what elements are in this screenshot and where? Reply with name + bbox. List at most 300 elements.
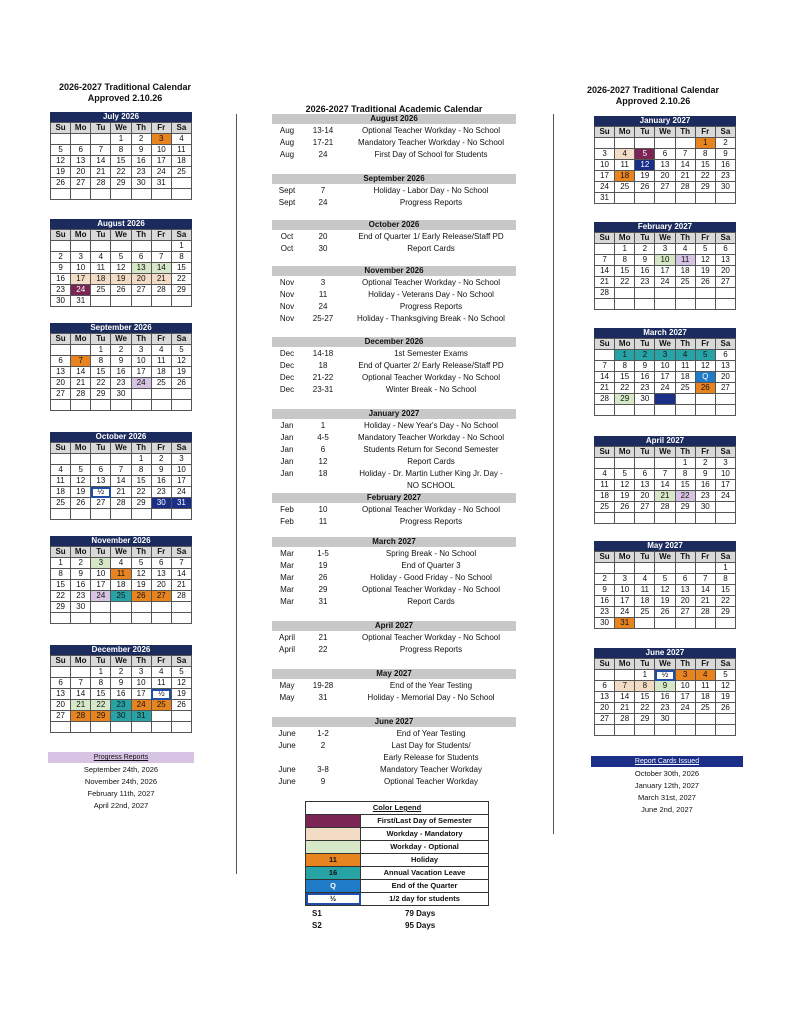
day-cell: 3 (675, 670, 695, 681)
day-cell (595, 670, 615, 681)
day-cell: 12 (615, 480, 635, 491)
day-cell: 5 (71, 465, 91, 476)
day-cell (91, 189, 111, 200)
day-cell: 6 (595, 681, 615, 692)
event-text: Optional Teacher Workday - No School (362, 585, 500, 594)
event-text: End of the Year Testing (389, 681, 473, 690)
day-cell (635, 725, 655, 736)
weekday-header: Fr (151, 547, 171, 558)
weekday-header: Mo (71, 443, 91, 454)
day-cell: 11 (91, 263, 111, 274)
weekday-header: Mo (615, 447, 635, 458)
day-cell: 18 (615, 171, 635, 182)
day-cell (51, 241, 71, 252)
day-cell (171, 178, 191, 189)
event-text: Mandatory Teacher Workday - No School (358, 138, 504, 147)
day-cell: 20 (715, 266, 735, 277)
day-cell (655, 513, 675, 524)
event-text: Winter Break - No School (385, 385, 477, 394)
weekday-header: Sa (715, 447, 735, 458)
day-cell: 10 (615, 585, 635, 596)
event-text: Holiday - Thanksgiving Break - No School (357, 314, 505, 323)
day-cell: 3 (715, 458, 735, 469)
day-cell: 22 (91, 700, 111, 711)
weekday-header: We (655, 339, 675, 350)
day-cell (151, 722, 171, 733)
day-cell: 9 (111, 678, 131, 689)
day-cell: 27 (91, 498, 111, 509)
weekday-header: Th (131, 547, 151, 558)
day-cell: 16 (695, 480, 715, 491)
month-calendar (594, 116, 736, 204)
event-section-header: August 2026 (272, 114, 516, 124)
day-cell: 20 (51, 378, 71, 389)
day-cell: 28 (675, 182, 695, 193)
event-month: Sept (278, 198, 296, 207)
left-divider (236, 114, 237, 874)
event-text: Optional Teacher Workday - No School (362, 633, 500, 642)
day-cell: 16 (655, 692, 675, 703)
event-days: 13-14 (312, 126, 334, 135)
event-row (272, 231, 518, 243)
month-calendar (50, 645, 192, 733)
report-card-date: January 12th, 2027 (634, 781, 700, 790)
month-calendar (50, 219, 192, 307)
day-cell: 24 (715, 491, 735, 502)
day-cell: 13 (675, 585, 695, 596)
day-cell (91, 454, 111, 465)
semester-2-days: 95 Days (405, 921, 436, 930)
event-text: End of Quarter 3 (401, 561, 461, 570)
weekday-header: Th (675, 447, 695, 458)
weekday-header: We (655, 552, 675, 563)
weekday-header: Tu (635, 127, 655, 138)
event-month: Oct (280, 244, 294, 253)
day-cell (131, 189, 151, 200)
day-cell: 12 (695, 361, 715, 372)
day-cell (171, 613, 191, 624)
day-cell: 25 (595, 502, 615, 513)
weekday-header: Fr (151, 443, 171, 454)
day-cell: 4 (111, 558, 131, 569)
day-cell: 29 (111, 178, 131, 189)
day-cell: 8 (91, 678, 111, 689)
day-cell: 12 (171, 678, 191, 689)
day-cell (111, 241, 131, 252)
event-text: Progress Reports (399, 302, 463, 311)
event-section-header: April 2027 (272, 621, 516, 631)
day-cell: 10 (131, 678, 151, 689)
event-month: Dec (279, 349, 295, 358)
day-cell: 1 (695, 138, 715, 149)
day-cell: 25 (111, 591, 131, 602)
event-month: Aug (279, 150, 295, 159)
day-cell: 15 (615, 266, 635, 277)
weekday-header: Su (595, 659, 615, 670)
event-row (272, 432, 518, 444)
center-title: 2026-2027 Traditional Academic Calendar (305, 104, 483, 114)
weekday-header: Fr (695, 233, 715, 244)
event-section-header: March 2027 (272, 537, 516, 547)
day-cell: 6 (715, 244, 735, 255)
event-row (272, 548, 518, 560)
day-cell (131, 722, 151, 733)
day-cell: 18 (171, 156, 191, 167)
weekday-header: We (111, 656, 131, 667)
day-cell: 6 (71, 145, 91, 156)
day-cell (695, 563, 715, 574)
day-cell: 13 (655, 160, 675, 171)
day-cell (111, 400, 131, 411)
day-cell (151, 400, 171, 411)
day-cell: 20 (655, 171, 675, 182)
event-row (272, 313, 518, 325)
day-cell (675, 138, 695, 149)
day-cell: 8 (171, 252, 191, 263)
day-cell: 15 (675, 480, 695, 491)
weekday-header: Sa (171, 230, 191, 241)
day-cell: 10 (655, 255, 675, 266)
day-cell (675, 394, 695, 405)
weekday-header: Mo (615, 659, 635, 670)
day-cell: 4 (51, 465, 71, 476)
day-cell (675, 725, 695, 736)
report-card-date: June 2nd, 2027 (641, 805, 693, 814)
day-cell: 11 (51, 476, 71, 487)
day-cell (71, 454, 91, 465)
event-text: Progress Reports (399, 517, 463, 526)
day-cell (715, 405, 735, 416)
day-cell: 27 (675, 607, 695, 618)
day-cell: 10 (151, 145, 171, 156)
month-title: July 2026 (50, 112, 192, 122)
day-cell: 12 (171, 356, 191, 367)
day-cell (595, 725, 615, 736)
day-cell: 1 (675, 458, 695, 469)
day-cell: 7 (151, 252, 171, 263)
weekday-header: Mo (71, 334, 91, 345)
day-cell (655, 405, 675, 416)
day-cell (91, 722, 111, 733)
day-cell (171, 602, 191, 613)
day-cell: 4 (675, 350, 695, 361)
day-cell: 16 (635, 372, 655, 383)
day-cell: 24 (675, 703, 695, 714)
day-cell (675, 513, 695, 524)
day-cell (595, 513, 615, 524)
day-cell: 5 (655, 574, 675, 585)
event-days: 3-8 (317, 765, 329, 774)
day-cell: 16 (111, 689, 131, 700)
weekday-header: Th (131, 123, 151, 134)
day-cell: 4 (595, 469, 615, 480)
day-cell (111, 722, 131, 733)
event-text: Report Cards (407, 597, 455, 606)
day-cell: 7 (91, 145, 111, 156)
day-cell: 6 (715, 350, 735, 361)
day-cell: 20 (151, 580, 171, 591)
event-row (272, 516, 518, 528)
day-cell: 24 (171, 487, 191, 498)
day-cell: 16 (131, 156, 151, 167)
day-cell: 15 (635, 692, 655, 703)
day-cell: 7 (695, 574, 715, 585)
day-cell: 25 (635, 607, 655, 618)
day-cell (51, 667, 71, 678)
day-cell: 21 (71, 700, 91, 711)
day-cell: 24 (131, 700, 151, 711)
weekday-header: Th (675, 127, 695, 138)
day-cell: 1 (111, 134, 131, 145)
day-cell: 31 (131, 711, 151, 722)
legend-row (306, 893, 488, 905)
event-days: 24 (318, 198, 328, 207)
day-cell: 20 (635, 491, 655, 502)
day-cell: 27 (51, 711, 71, 722)
day-cell (91, 602, 111, 613)
day-cell: 17 (615, 596, 635, 607)
day-cell (715, 714, 735, 725)
day-cell: 30 (111, 711, 131, 722)
day-cell (655, 193, 675, 204)
event-text: NO SCHOOL (406, 481, 455, 490)
day-cell: 20 (715, 372, 735, 383)
event-row (272, 197, 518, 209)
day-cell: 11 (695, 681, 715, 692)
event-text: Report Cards (407, 457, 455, 466)
day-cell (91, 296, 111, 307)
event-row (272, 125, 518, 137)
event-days: 11 (318, 517, 328, 526)
day-cell: 11 (151, 356, 171, 367)
event-text: Holiday - New Year's Day - No School (363, 421, 499, 430)
weekday-header: Tu (91, 334, 111, 345)
day-cell (615, 725, 635, 736)
day-cell (151, 509, 171, 520)
weekday-header: We (111, 547, 131, 558)
day-cell (695, 725, 715, 736)
day-cell: 7 (111, 465, 131, 476)
weekday-header: Su (51, 123, 71, 134)
event-month: Jan (280, 469, 294, 478)
day-cell (635, 405, 655, 416)
day-cell (91, 509, 111, 520)
day-cell: 21 (655, 491, 675, 502)
day-cell: 25 (151, 378, 171, 389)
event-month: Feb (280, 517, 294, 526)
event-row (272, 584, 518, 596)
day-cell: 10 (91, 569, 111, 580)
day-cell (51, 345, 71, 356)
weekday-header: Su (595, 233, 615, 244)
weekday-header: Tu (635, 659, 655, 670)
day-cell (595, 299, 615, 310)
day-cell (131, 241, 151, 252)
day-cell: 12 (715, 681, 735, 692)
weekday-header: Mo (615, 127, 635, 138)
day-cell: 14 (655, 480, 675, 491)
day-cell: 17 (151, 156, 171, 167)
day-cell: 7 (615, 681, 635, 692)
day-cell: 11 (675, 361, 695, 372)
legend-label: End of the Quarter (391, 881, 458, 890)
day-cell (635, 618, 655, 629)
day-cell (675, 714, 695, 725)
day-cell: 10 (675, 681, 695, 692)
day-cell: 1 (615, 244, 635, 255)
day-cell: 7 (71, 678, 91, 689)
event-days: 17-21 (312, 138, 334, 147)
event-text: End of Quarter 2/ Early Release/Staff PD (358, 361, 504, 370)
day-cell: 17 (131, 689, 151, 700)
day-cell (111, 509, 131, 520)
day-cell: 24 (71, 285, 91, 296)
event-text: Mandatory Teacher Workday (380, 765, 482, 774)
day-cell (151, 296, 171, 307)
weekday-header: Su (51, 230, 71, 241)
day-cell (655, 299, 675, 310)
day-cell: 19 (51, 167, 71, 178)
event-text: Mandatory Teacher Workday - No School (358, 433, 504, 442)
legend-swatch (306, 815, 361, 827)
day-cell (51, 509, 71, 520)
weekday-header: Su (595, 447, 615, 458)
day-cell: 5 (171, 667, 191, 678)
event-month: Aug (279, 138, 295, 147)
weekday-header: Sa (715, 233, 735, 244)
day-cell: 8 (675, 469, 695, 480)
day-cell (171, 722, 191, 733)
weekday-header: Su (51, 334, 71, 345)
day-cell: 28 (595, 394, 615, 405)
day-cell (615, 563, 635, 574)
day-cell: 10 (131, 356, 151, 367)
day-cell: 2 (595, 574, 615, 585)
day-cell: 23 (655, 703, 675, 714)
weekday-header: Th (131, 230, 151, 241)
day-cell: 9 (655, 681, 675, 692)
day-cell: 3 (131, 667, 151, 678)
day-cell: 28 (615, 714, 635, 725)
day-cell (595, 244, 615, 255)
event-days: 24 (318, 150, 328, 159)
day-cell: 16 (635, 266, 655, 277)
day-cell (635, 513, 655, 524)
day-cell: 4 (695, 670, 715, 681)
event-days: 31 (318, 597, 328, 606)
event-text: Progress Reports (399, 645, 463, 654)
day-cell: 28 (151, 285, 171, 296)
day-cell: 17 (675, 692, 695, 703)
day-cell: 13 (91, 476, 111, 487)
day-cell (675, 193, 695, 204)
day-cell: 17 (91, 580, 111, 591)
month-title: March 2027 (594, 328, 736, 338)
day-cell: 11 (635, 585, 655, 596)
event-days: 9 (320, 777, 326, 786)
day-cell: 14 (595, 372, 615, 383)
day-cell: 9 (595, 585, 615, 596)
day-cell (635, 138, 655, 149)
day-cell: 28 (71, 389, 91, 400)
event-days: 26 (318, 573, 328, 582)
day-cell: 9 (51, 263, 71, 274)
event-month: Mar (280, 549, 294, 558)
month-title: January 2027 (594, 116, 736, 126)
day-cell: 17 (171, 476, 191, 487)
event-days: 31 (318, 693, 328, 702)
day-cell: 10 (71, 263, 91, 274)
day-cell: 27 (595, 714, 615, 725)
day-cell: 21 (675, 171, 695, 182)
day-cell: 15 (91, 689, 111, 700)
day-cell: 5 (715, 670, 735, 681)
day-cell: 29 (91, 711, 111, 722)
event-text: Optional Teacher Workday - No School (362, 126, 500, 135)
day-cell: 29 (695, 182, 715, 193)
day-cell (615, 288, 635, 299)
day-cell: 2 (695, 458, 715, 469)
day-cell: 29 (91, 389, 111, 400)
semester-2-name: S2 (312, 921, 322, 930)
day-cell: 26 (615, 502, 635, 513)
day-cell: 30 (715, 182, 735, 193)
day-cell: 1 (635, 670, 655, 681)
event-days: 10 (318, 505, 328, 514)
day-cell (71, 134, 91, 145)
event-month: Jan (280, 445, 294, 454)
day-cell: 6 (675, 574, 695, 585)
event-text: End of Year Testing (396, 729, 466, 738)
weekday-header: Tu (91, 656, 111, 667)
day-cell: 9 (635, 255, 655, 266)
day-cell: 2 (635, 244, 655, 255)
legend-swatch: 11 (306, 854, 361, 866)
day-cell: 25 (675, 277, 695, 288)
day-cell: 11 (171, 145, 191, 156)
weekday-header: Fr (151, 334, 171, 345)
day-cell (171, 400, 191, 411)
day-cell: 4 (615, 149, 635, 160)
day-cell (131, 296, 151, 307)
day-cell (91, 613, 111, 624)
semester-1-name: S1 (312, 909, 322, 918)
day-cell: 13 (131, 263, 151, 274)
weekday-header: Sa (171, 547, 191, 558)
day-cell: 28 (71, 711, 91, 722)
day-cell (635, 288, 655, 299)
day-cell: 17 (131, 367, 151, 378)
day-cell: 23 (635, 277, 655, 288)
day-cell: 21 (151, 274, 171, 285)
day-cell: 19 (695, 266, 715, 277)
day-cell: 9 (635, 361, 655, 372)
semester-1-days: 79 Days (405, 909, 436, 918)
day-cell: 26 (111, 285, 131, 296)
right-title-text: 2026-2027 Traditional Calendar Approved 2.10.26 (586, 85, 720, 106)
day-cell: 25 (51, 498, 71, 509)
day-cell: 19 (111, 274, 131, 285)
day-cell: 21 (595, 277, 615, 288)
day-cell: 7 (655, 469, 675, 480)
weekday-header: Sa (715, 552, 735, 563)
day-cell: 2 (715, 138, 735, 149)
day-cell: 26 (635, 182, 655, 193)
left-title (40, 82, 210, 104)
event-section-header: October 2026 (272, 220, 516, 230)
weekday-header: Tu (635, 233, 655, 244)
day-cell: 30 (635, 394, 655, 405)
